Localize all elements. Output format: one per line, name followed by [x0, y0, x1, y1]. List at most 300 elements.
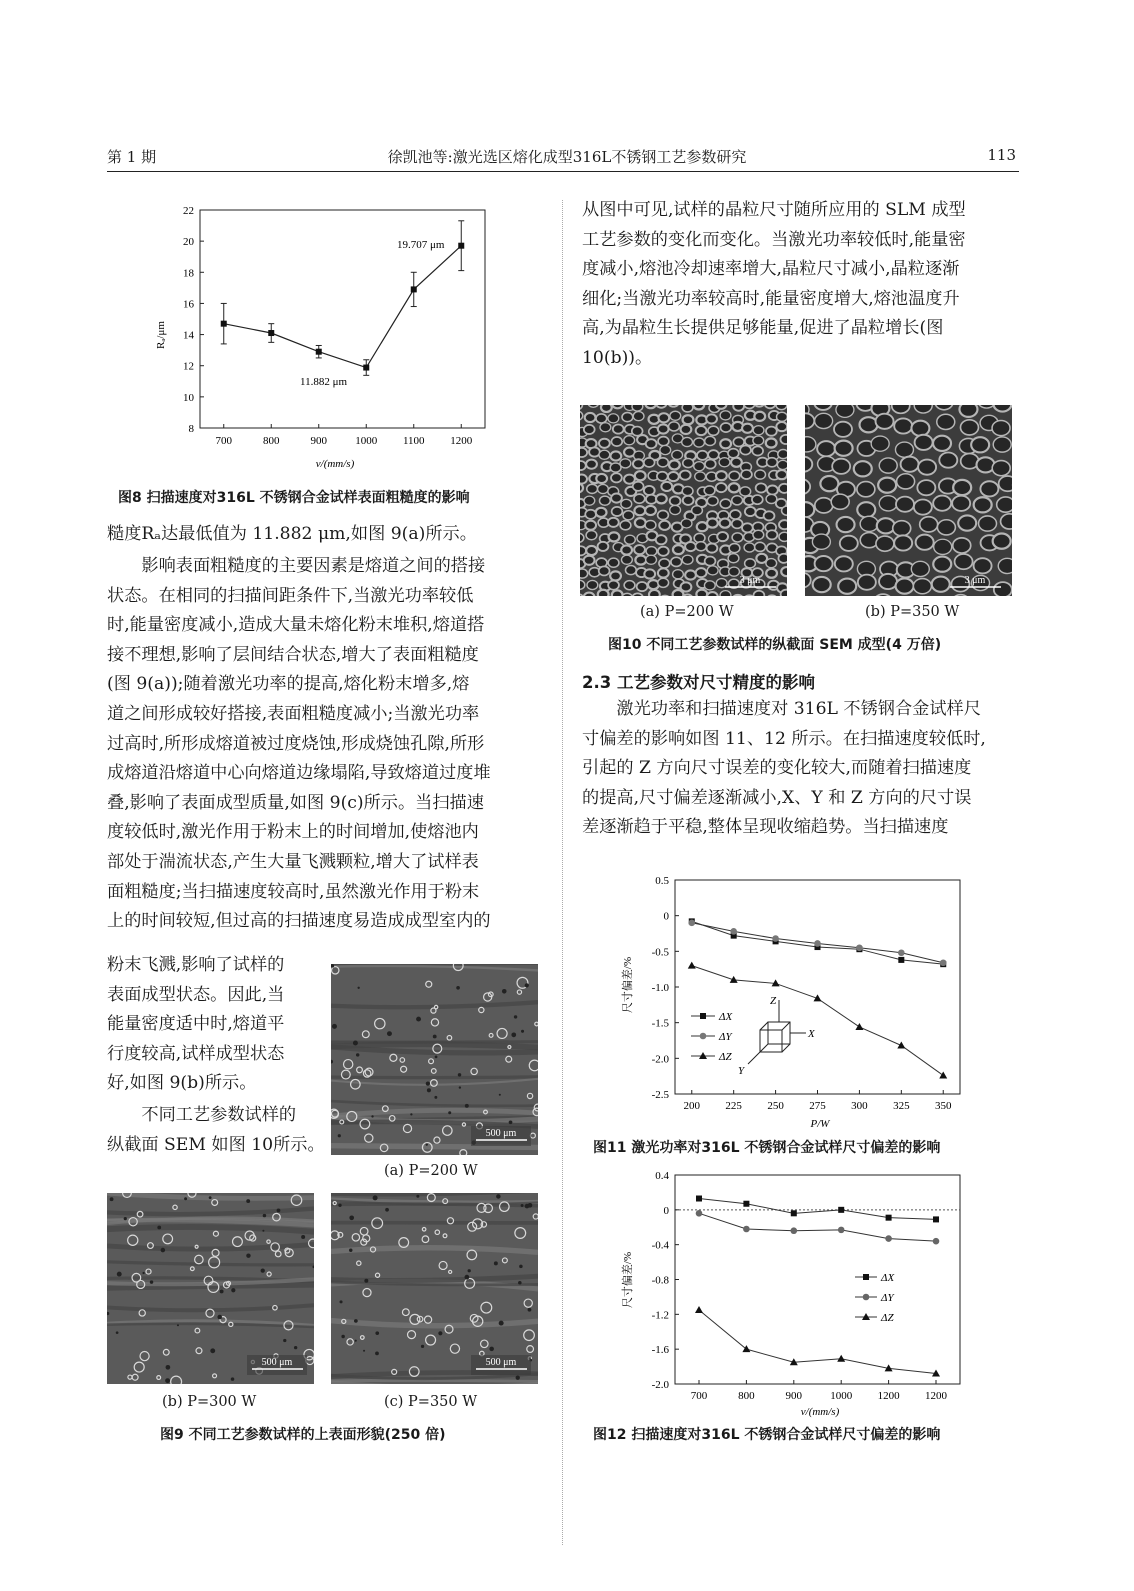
- fig11-point: [688, 920, 695, 927]
- grain-cell: [705, 557, 716, 566]
- pore-dot: [177, 1324, 179, 1326]
- text-line: 引起的 Z 方向尺寸误差的变化较大,而随着扫描速度: [582, 758, 972, 779]
- grain-cell: [876, 414, 894, 429]
- pore-dot: [166, 1365, 171, 1370]
- fig8-ytick-label: 18: [183, 267, 194, 280]
- grain-cell: [693, 405, 704, 409]
- grain-cell: [805, 502, 814, 517]
- pore-dot: [341, 1335, 344, 1338]
- fig11-ytick-label: -1.0: [651, 982, 669, 994]
- grain-cell: [820, 476, 838, 491]
- pore-dot: [438, 1331, 442, 1335]
- fig11-point: [898, 957, 904, 963]
- fig12-ytick-label: -0.4: [651, 1239, 669, 1252]
- fig11-point: [940, 959, 947, 966]
- grain-cell: [705, 436, 716, 445]
- grain-cell: [707, 518, 718, 527]
- fig11-xtick-label: 275: [809, 1100, 826, 1112]
- grain-cell: [834, 422, 852, 437]
- grain-cell: [620, 521, 631, 530]
- figure-8-chart: [150, 195, 510, 475]
- fig9b-sem-image: [107, 1193, 314, 1384]
- grain-cell: [716, 405, 727, 409]
- grain-cell: [766, 569, 777, 578]
- text-line: 粉末飞溅,影响了试样的: [107, 955, 285, 975]
- fig11-point: [939, 1071, 947, 1078]
- grain-cell: [767, 530, 778, 539]
- fig12-point: [837, 1355, 845, 1362]
- sem-track: [331, 1204, 538, 1206]
- grain-cell: [609, 532, 620, 541]
- grain-cell: [622, 413, 633, 422]
- fig12-point: [933, 1216, 939, 1222]
- fig11-plot-frame: [675, 880, 960, 1094]
- fig8-point: [458, 243, 464, 249]
- grain-cell: [754, 412, 765, 421]
- grain-cell: [697, 522, 708, 531]
- grain-cell: [767, 485, 778, 494]
- pore-dot: [528, 1308, 532, 1312]
- pore-dot: [363, 1350, 365, 1352]
- pore-dot: [416, 1017, 421, 1022]
- grain-cell: [894, 418, 912, 433]
- pore-dot: [489, 1347, 494, 1352]
- text-line: 工艺参数的变化而变化。当激光功率较低时,能量密: [582, 229, 966, 250]
- grain-cell: [720, 439, 731, 448]
- fig8-series-line: [224, 246, 462, 368]
- grain-cell: [656, 405, 667, 408]
- fig12-point: [743, 1201, 749, 1207]
- pore-dot: [375, 1331, 379, 1335]
- grain-cell: [612, 507, 623, 516]
- grain-cell: [780, 435, 787, 444]
- pore-dot: [110, 1197, 114, 1201]
- grain-cell: [621, 545, 632, 554]
- grain-cell: [672, 450, 683, 459]
- pore-dot: [165, 1378, 170, 1383]
- grain-cell: [708, 426, 719, 435]
- grain-cell: [720, 411, 731, 420]
- grain-cell: [695, 472, 706, 481]
- pore-dot: [499, 1094, 501, 1096]
- grain-cell: [658, 437, 669, 446]
- grain-cell: [854, 461, 872, 476]
- grain-cell: [952, 496, 970, 511]
- grain-cell: [611, 437, 622, 446]
- pore-dot: [499, 1321, 504, 1326]
- grain-cell: [671, 557, 682, 566]
- pore-dot: [157, 1226, 161, 1230]
- grain-cell: [729, 483, 740, 492]
- grain-cell: [685, 542, 696, 551]
- grain-cell: [644, 569, 655, 578]
- pore-dot: [338, 1134, 341, 1137]
- fig9b-label: (b) P=300 W: [162, 1394, 257, 1410]
- fig11-point: [897, 1041, 905, 1048]
- grain-cell: [635, 471, 646, 480]
- fig10b-sem-image: [805, 405, 1012, 596]
- fig8-xtick-label: 1100: [402, 435, 425, 447]
- paragraph-roughness: [107, 552, 547, 937]
- pore-dot: [518, 1281, 522, 1285]
- pore-dot: [231, 1288, 235, 1292]
- grain-cell: [764, 511, 775, 520]
- fig12-series-line: [699, 1310, 936, 1374]
- text-line: 10(b))。: [582, 347, 653, 368]
- fig12-point: [695, 1306, 703, 1313]
- grain-cell: [779, 484, 787, 493]
- grain-cell: [656, 535, 667, 544]
- grain-cell: [776, 405, 787, 410]
- text-line: 度较低时,激光作用于粉末上的时间增加,使熔池内: [107, 822, 479, 843]
- grain-cell: [670, 505, 681, 514]
- fig8-point: [221, 321, 227, 327]
- grain-cell: [745, 507, 756, 516]
- axis-y-label: Y: [738, 1065, 745, 1077]
- fig12-point: [743, 1226, 750, 1233]
- pore-dot: [150, 1280, 153, 1283]
- scale-bar-label: 3 μm: [739, 575, 761, 586]
- text-line: 不同工艺参数试样的: [141, 1105, 297, 1125]
- fig11-point: [814, 940, 821, 947]
- pore-dot: [516, 1376, 520, 1380]
- grain-cell: [658, 413, 669, 422]
- grain-cell: [657, 458, 668, 467]
- text-line: 好,如图 9(b)所示。: [107, 1073, 257, 1094]
- grain-cell: [992, 420, 1010, 435]
- grain-cell: [838, 579, 856, 594]
- grain-cell: [857, 482, 875, 497]
- grain-cell: [732, 595, 743, 596]
- grain-cell: [624, 436, 635, 445]
- fig8-ytick-label: 16: [183, 298, 194, 311]
- grain-cell: [589, 447, 600, 456]
- grain-cell: [917, 480, 935, 495]
- grain-cell: [992, 461, 1010, 476]
- pore-dot: [357, 987, 359, 989]
- grain-cell: [669, 460, 680, 469]
- grain-cell: [586, 546, 597, 555]
- grain-cell: [776, 422, 787, 431]
- pore-dot: [496, 1194, 500, 1198]
- grain-cell: [598, 590, 609, 596]
- pore-dot: [421, 1345, 424, 1348]
- pore-dot: [340, 1300, 343, 1303]
- fig12-plot-frame: [675, 1175, 960, 1384]
- text-line: 寸偏差的影响如图 11、12 所示。在扫描速度较低时,: [582, 728, 986, 749]
- grain-cell: [596, 474, 607, 483]
- fig12-point: [696, 1196, 702, 1202]
- axis-z-label: Z: [770, 995, 777, 1007]
- grain-cell: [767, 458, 778, 467]
- fig11-point: [688, 962, 696, 969]
- fig12-ytick-label: 0.4: [655, 1170, 669, 1182]
- grain-cell: [732, 496, 743, 505]
- grain-cell: [682, 437, 693, 446]
- pore-dot: [231, 1377, 235, 1381]
- grain-cell: [911, 561, 929, 576]
- grain-cell: [620, 459, 631, 468]
- grain-cell: [622, 593, 633, 596]
- grain-cell: [668, 405, 679, 407]
- grain-cell: [776, 470, 787, 479]
- grain-cell: [777, 460, 787, 469]
- fig8-ytick-label: 12: [183, 360, 194, 373]
- fig11-point: [772, 935, 779, 942]
- grain-cell: [682, 405, 693, 412]
- grain-cell: [974, 558, 992, 573]
- grain-cell: [658, 424, 669, 433]
- fig11-point: [898, 949, 905, 956]
- grain-cell: [683, 415, 694, 424]
- grain-cell: [621, 499, 632, 508]
- grain-cell: [720, 499, 731, 508]
- grain-cell: [817, 441, 835, 456]
- fig12-ytick-label: 0: [663, 1204, 669, 1217]
- grain-cell: [632, 405, 643, 411]
- grain-cell: [937, 520, 955, 535]
- grain-cell: [756, 483, 767, 492]
- grain-cell: [717, 532, 728, 541]
- pore-dot: [353, 1041, 358, 1046]
- grain-cell: [692, 506, 703, 515]
- pore-dot: [142, 1272, 144, 1274]
- fig12-point: [838, 1227, 845, 1234]
- grain-cell: [896, 578, 914, 593]
- pore-dot: [261, 1268, 265, 1272]
- pore-dot: [338, 1204, 341, 1207]
- pore-dot: [435, 1055, 438, 1058]
- grain-cell: [661, 482, 672, 491]
- pore-dot: [375, 1351, 379, 1355]
- pore-dot: [116, 1331, 119, 1334]
- pore-dot: [332, 1024, 337, 1029]
- grain-cell: [660, 446, 671, 455]
- grain-cell: [998, 558, 1012, 573]
- grain-cell: [782, 506, 787, 515]
- pore-dot: [355, 1340, 357, 1342]
- grain-cell: [624, 581, 635, 590]
- pore-dot: [246, 1253, 250, 1257]
- grain-cell: [897, 474, 915, 489]
- text-line: (图 9(a));随着激光功率的提高,熔化粉末增多,熔: [107, 674, 470, 695]
- grain-cell: [915, 435, 933, 450]
- grain-cell: [584, 496, 595, 505]
- grain-cell: [740, 487, 751, 496]
- grain-cell: [728, 449, 739, 458]
- fig12-point: [933, 1238, 940, 1245]
- grain-cell: [979, 516, 997, 531]
- fig9c-sem-image: [331, 1193, 538, 1384]
- text-line: 行度较高,试样成型状态: [107, 1043, 285, 1064]
- grain-cell: [621, 555, 632, 564]
- fig12-caption: 图12 扫描速度对316L 不锈钢合金试样尺寸偏差的影响: [593, 1427, 941, 1443]
- grain-cell: [755, 470, 766, 479]
- fig11-ytick-label: -2.5: [651, 1089, 669, 1101]
- pore-dot: [246, 1199, 250, 1203]
- grain-cell: [658, 547, 669, 556]
- paragraph-roughness-cont: [107, 951, 327, 1099]
- running-title: 徐凯池等:激光选区熔化成型316L不锈钢工艺参数研究: [387, 148, 747, 166]
- text-line: 表面成型状态。因此,当: [107, 984, 285, 1005]
- scale-bar-label: 500 μm: [261, 1357, 293, 1368]
- grain-cell: [733, 437, 744, 446]
- grain-cell: [646, 547, 657, 556]
- grain-cell: [729, 544, 740, 553]
- text-line: 面粗糙度;当扫描速度较高时,虽然激光作用于粉末: [107, 881, 480, 902]
- grain-cell: [892, 405, 910, 413]
- grain-cell: [744, 405, 755, 408]
- pore-dot: [427, 1088, 431, 1092]
- grain-cell: [694, 438, 705, 447]
- fig12-xtick-label: 800: [738, 1390, 755, 1402]
- pore-dot: [283, 1339, 286, 1342]
- grain-cell: [895, 442, 913, 457]
- text-line: 叠,影响了表面成型质量,如图 9(c)所示。当扫描速: [107, 792, 484, 813]
- grain-cell: [781, 567, 787, 576]
- text-line: 能量密度适中时,熔道平: [107, 1014, 285, 1035]
- grain-cell: [646, 555, 657, 564]
- grain-cell: [673, 570, 684, 579]
- fig12-legend-label: ΔX: [881, 1272, 895, 1284]
- grain-cell: [740, 445, 751, 454]
- grain-cell: [705, 460, 716, 469]
- text-line: 状态。在相同的扫描间距条件下,当激光功率较低: [107, 585, 474, 606]
- grain-cell: [879, 496, 897, 511]
- fig8-xtick-label: 900: [310, 435, 327, 447]
- text-line: 接不理想,影响了层间结合状态,增大了表面粗糙度: [107, 644, 479, 665]
- grain-cell: [584, 425, 595, 434]
- grain-cell: [720, 519, 731, 528]
- fig8-point: [268, 330, 274, 336]
- fig8-ytick-label: 22: [183, 205, 194, 217]
- grain-cell: [633, 412, 644, 421]
- grain-cell: [587, 580, 598, 589]
- grain-cell: [879, 458, 897, 473]
- grain-cell: [732, 533, 743, 542]
- fig8-xtick-label: 700: [215, 435, 232, 447]
- grain-cell: [730, 510, 741, 519]
- grain-cell: [585, 510, 596, 519]
- grain-cell: [659, 521, 670, 530]
- grain-cell: [755, 542, 766, 551]
- fig9-caption: 图9 不同工艺参数试样的上表面形貌(250 倍): [160, 1427, 446, 1443]
- grain-cell: [608, 558, 619, 567]
- fig8-ylabel: Rₐ/μm: [155, 321, 167, 349]
- grain-cell: [685, 570, 696, 579]
- grain-cell: [920, 517, 938, 532]
- header-rule: [107, 171, 1019, 172]
- grain-cell: [741, 470, 752, 479]
- grain-cell: [752, 495, 763, 504]
- fig10b-label: (b) P=350 W: [865, 604, 960, 620]
- pore-dot: [494, 1261, 498, 1265]
- grain-cell: [728, 554, 739, 563]
- grain-cell: [673, 590, 684, 596]
- grain-cell: [876, 536, 894, 551]
- fig11-legend-label: ΔY: [719, 1031, 732, 1043]
- grain-cell: [637, 582, 648, 591]
- fig11-xtick-label: 250: [767, 1100, 784, 1112]
- grain-cell: [707, 496, 718, 505]
- grain-cell: [716, 483, 727, 492]
- grain-cell: [896, 497, 914, 512]
- text-line: 高,为晶粒生长提供足够能量,促进了晶粒增长(图: [582, 318, 944, 339]
- pore-dot: [277, 1208, 281, 1212]
- fig12-xtick-label: 1200: [877, 1390, 900, 1402]
- grain-cell: [766, 559, 777, 568]
- grain-cell: [657, 472, 668, 481]
- grain-cell: [658, 511, 669, 520]
- grain-cell: [918, 460, 936, 475]
- grain-cell: [623, 511, 634, 520]
- grain-cell: [733, 405, 744, 411]
- fig8-xtick-label: 800: [263, 435, 280, 447]
- grain-cell: [720, 591, 731, 596]
- pore-dot: [263, 1214, 266, 1217]
- fig9a-sem-image: [331, 964, 538, 1155]
- fig11-ytick-label: -0.5: [651, 946, 669, 959]
- grain-cell: [599, 450, 610, 459]
- grain-cell: [634, 506, 645, 515]
- grain-cell: [993, 437, 1011, 452]
- pore-dot: [514, 1015, 517, 1018]
- fig10a-sem-image: [580, 405, 787, 596]
- grain-cell: [777, 412, 787, 421]
- paragraph-dimension: [582, 695, 1022, 843]
- grain-cell: [993, 405, 1011, 412]
- grain-cell: [960, 420, 978, 435]
- grain-cell: [645, 521, 656, 530]
- grain-cell: [682, 486, 693, 495]
- grain-cell: [608, 414, 619, 423]
- grain-cell: [879, 574, 897, 589]
- figure-11-chart: [615, 870, 975, 1130]
- text-line: 度减小,熔池冷却速率增大,晶粒尺寸减小,晶粒逐渐: [582, 259, 960, 280]
- fig11-ytick-label: 0.5: [655, 875, 669, 887]
- grain-cell: [805, 437, 816, 452]
- grain-cell: [585, 521, 596, 530]
- pore-dot: [410, 1113, 412, 1115]
- grain-cell: [580, 461, 586, 470]
- pore-dot: [465, 1104, 469, 1108]
- grain-cell: [765, 405, 776, 408]
- pore-dot: [519, 1265, 523, 1269]
- grain-cell: [745, 559, 756, 568]
- grain-cell: [681, 582, 692, 591]
- grain-cell: [596, 508, 607, 517]
- grain-cell: [680, 471, 691, 480]
- sem-track: [331, 1380, 538, 1381]
- grain-cell: [812, 534, 830, 549]
- grain-cell: [840, 536, 858, 551]
- axis-y-arrow: [748, 1052, 760, 1064]
- grain-cell: [707, 544, 718, 553]
- grain-cell: [779, 532, 787, 541]
- grain-cell: [596, 414, 607, 423]
- pore-dot: [509, 1120, 513, 1124]
- pore-dot: [364, 1279, 368, 1283]
- grain-cell: [754, 405, 765, 407]
- grain-cell: [835, 441, 853, 456]
- grain-cell: [860, 516, 878, 531]
- grain-cell: [858, 575, 876, 590]
- grain-cell: [901, 457, 919, 472]
- grain-cell: [997, 497, 1012, 512]
- pore-dot: [521, 1204, 524, 1207]
- grain-cell: [646, 439, 657, 448]
- pore-dot: [210, 1348, 215, 1353]
